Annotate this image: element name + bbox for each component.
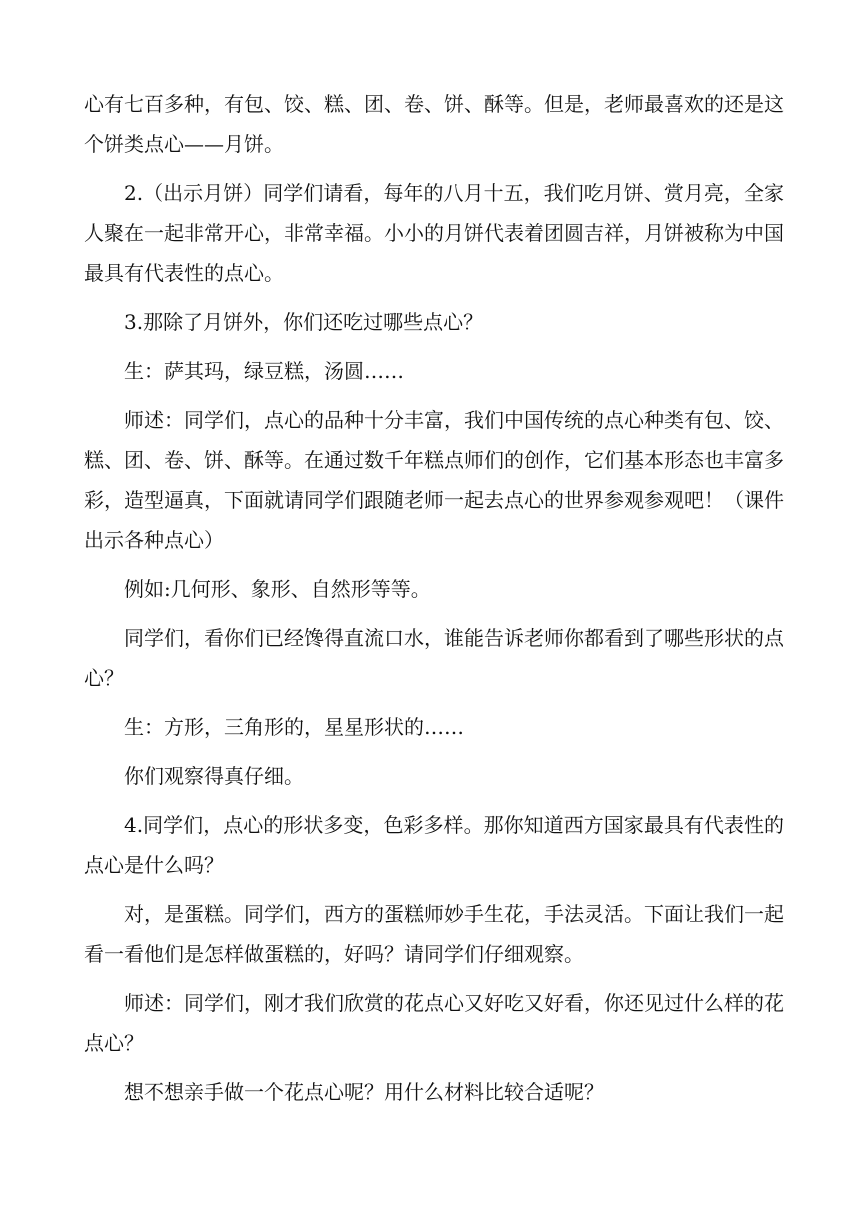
paragraph-praise: 你们观察得真仔细。: [124, 764, 304, 788]
paragraph-mooncake-intro: 2.（出示月饼）同学们请看，每年的八月十五，我们吃月饼、赏月亮，全家人聚在一起非常开心，非常幸福。小小的月饼代表着团圆吉祥，月饼被称为中国最具有代表性的点心。: [84, 181, 784, 285]
paragraph-continuation: 心有七百多种，有包、饺、糕、团、卷、饼、酥等。但是，老师最喜欢的还是这个饼类点心——月饼。: [84, 92, 784, 156]
paragraph-teacher-narration-1: 师述：同学们，点心的品种十分丰富，我们中国传统的点心种类有包、饺、糕、团、卷、饼、酥等。在通过数千年糕点师们的创作，它们基本形态也丰富多彩，造型逼真，下面就请同学们跟随老师一起去点心的世界参观参观吧！（课件出示各种点心）: [84, 408, 784, 552]
paragraph-example-shapes: 例如:几何形、象形、自然形等等。: [124, 577, 431, 601]
paragraph-student-answer-2: 生：方形，三角形的，星星形状的……: [124, 715, 464, 739]
paragraph-question-western-snack: 4.同学们，点心的形状多变，色彩多样。那你知道西方国家最具有代表性的点心是什么吗？: [84, 813, 784, 877]
paragraph-question-other-snacks: 3.那除了月饼外，你们还吃过哪些点心？: [124, 310, 484, 334]
paragraph-question-shapes: 同学们，看你们已经馋得直流口水，谁能告诉老师你都看到了哪些形状的点心？: [84, 626, 784, 690]
paragraph-teacher-narration-2: 师述：同学们，刚才我们欣赏的花点心又好吃又好看，你还见过什么样的花点心？: [84, 991, 784, 1055]
paragraph-cake: 对，是蛋糕。同学们，西方的蛋糕师妙手生花，手法灵活。下面让我们一起看一看他们是怎样做蛋糕的，好吗？请同学们仔细观察。: [84, 902, 784, 966]
paragraph-student-answer-1: 生：萨其玛，绿豆糕，汤圆……: [124, 359, 404, 383]
paragraph-make-snack-question: 想不想亲手做一个花点心呢？用什么材料比较合适呢？: [124, 1080, 604, 1104]
document-page: [84, 84, 784, 1121]
